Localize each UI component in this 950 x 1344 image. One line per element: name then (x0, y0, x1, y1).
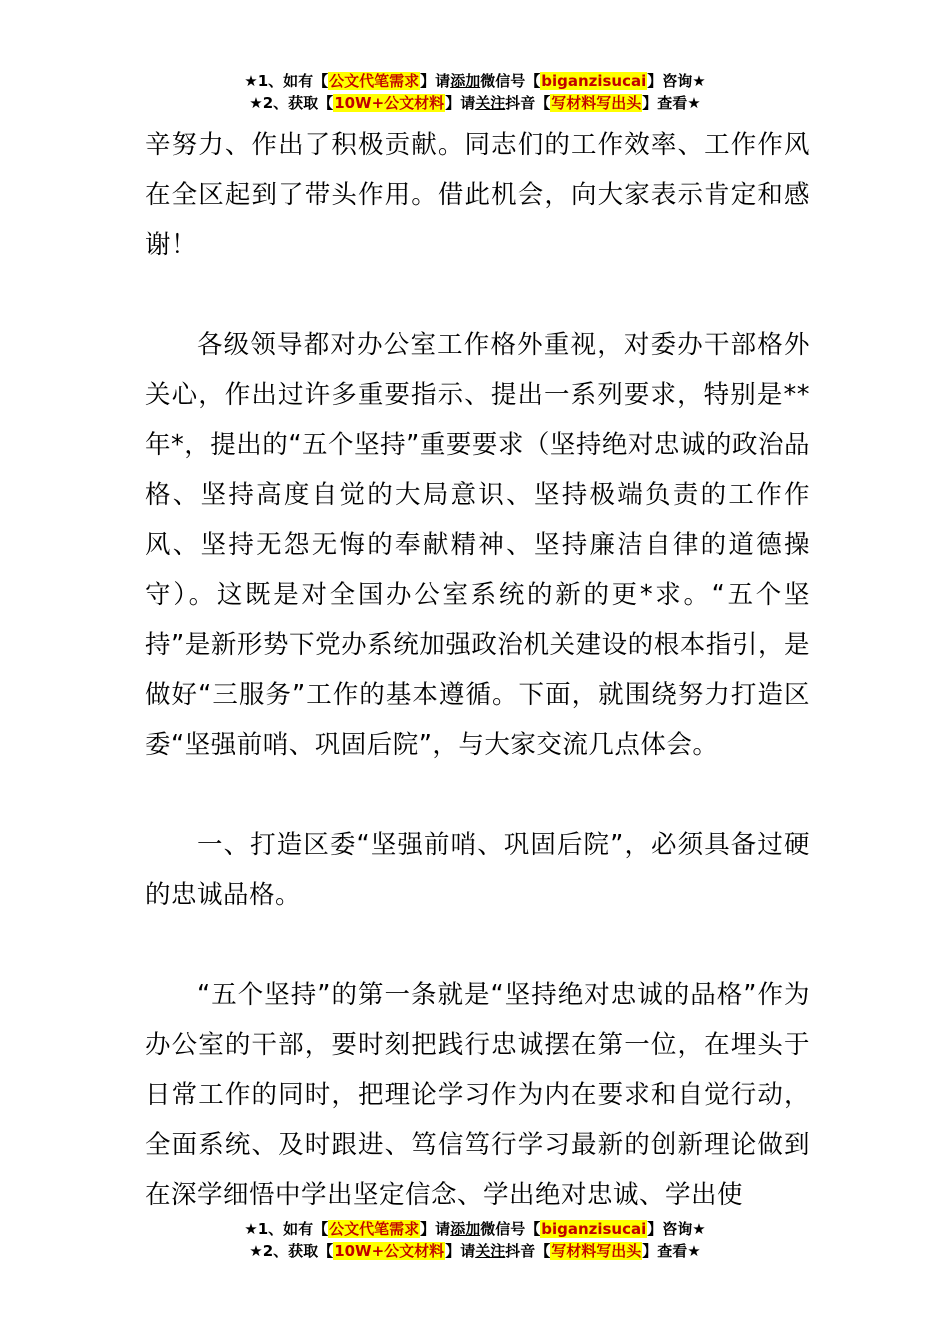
section-heading: 一、打造区委“坚强前哨、巩固后院”，必须具备过硬的忠诚品格。 (145, 830, 810, 910)
promo-underlined: 添加 (450, 1220, 481, 1238)
body-paragraph: “五个坚持”的第一条就是“坚持绝对忠诚的品格”作为办公室的干部，要时刻把践行忠诚摆在第一位，在埋头于日常工作的同时，把理论学习作为内在要求和自觉行动，全面系统、及时跟进、笃信笃行学习最新的创新理论做到在深学细悟中学出坚定信念、学出绝对忠诚、学出使 (145, 980, 810, 1210)
promo-text: 抖音【 (505, 1242, 551, 1260)
promo-highlight: biganzisucai (541, 1220, 647, 1238)
promo-line-2 (0, 1240, 950, 1262)
footer-promo-banner (0, 1218, 950, 1262)
promo-line-2 (0, 92, 950, 114)
promo-text: 】查看★ (642, 94, 701, 112)
document-body (145, 120, 810, 1220)
promo-text: 微信号【 (480, 1220, 541, 1238)
body-paragraph: 辛努力、作出了积极贡献。同志们的工作效率、工作作风在全区起到了带头作用。借此机会，向大家表示肯定和感谢！ (145, 130, 810, 260)
promo-text: 】查看★ (642, 1242, 701, 1260)
promo-line-1 (0, 1218, 950, 1240)
promo-highlight: 写材料写出头 (551, 1242, 642, 1260)
promo-text: ★2、获取【 (249, 94, 334, 112)
promo-text: 】咨询★ (647, 72, 706, 90)
promo-highlight: 10W+公文材料 (334, 94, 445, 112)
promo-text: ★1、如有【 (244, 1220, 329, 1238)
promo-highlight: 公文代笔需求 (329, 1220, 420, 1238)
promo-underlined: 关注 (475, 94, 506, 112)
promo-underlined: 添加 (450, 72, 481, 90)
promo-highlight: 10W+公文材料 (334, 1242, 445, 1260)
promo-highlight: 写材料写出头 (551, 94, 642, 112)
promo-text: 】请 (420, 72, 451, 90)
promo-text: 】咨询★ (647, 1220, 706, 1238)
promo-text: 抖音【 (505, 94, 551, 112)
promo-text: ★2、获取【 (249, 1242, 334, 1260)
body-paragraph: 各级领导都对办公室工作格外重视，对委办干部格外关心，作出过许多重要指示、提出一系列要求，特别是**年*，提出的“五个坚持”重要要求（坚持绝对忠诚的政治品格、坚持高度自觉的大局意识、坚持极端负责的工作作风、坚持无怨无悔的奉献精神、坚持廉洁自律的道德操守）。这既是对全国办公室系统的新的更*求。“五个坚持”是新形势下党办系统加强政治机关建设的根本指引，是做好“三服务”工作的基本遵循。下面，就围绕努力打造区委“坚强前哨、巩固后院”，与大家交流几点体会。 (145, 330, 810, 760)
header-promo-banner (0, 70, 950, 114)
promo-underlined: 关注 (475, 1242, 506, 1260)
promo-highlight: biganzisucai (541, 72, 647, 90)
promo-line-1 (0, 70, 950, 92)
promo-text: 微信号【 (480, 72, 541, 90)
promo-text: 】请 (420, 1220, 451, 1238)
promo-highlight: 公文代笔需求 (329, 72, 420, 90)
promo-text: 】请 (445, 94, 476, 112)
promo-text: 】请 (445, 1242, 476, 1260)
promo-text: ★1、如有【 (244, 72, 329, 90)
